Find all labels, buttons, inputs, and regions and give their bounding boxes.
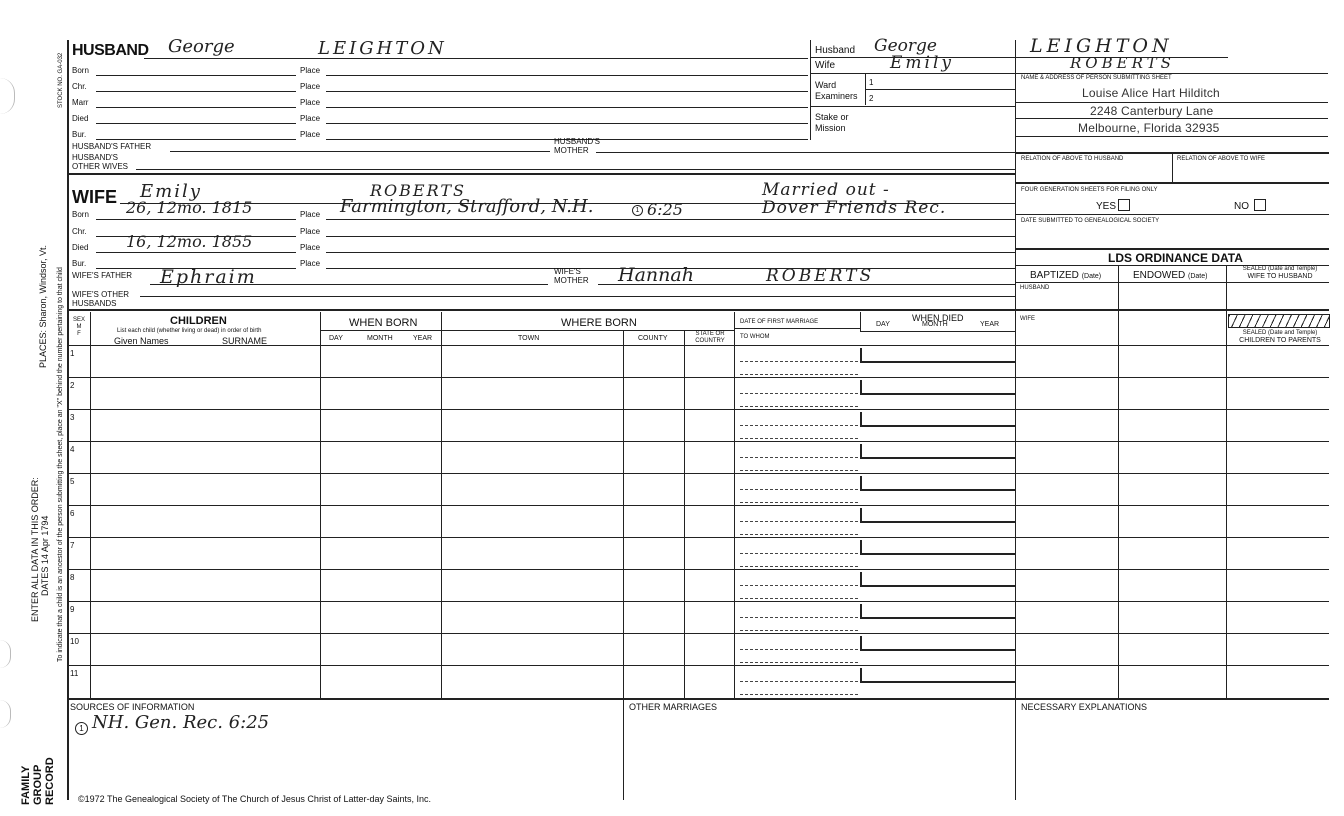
to-whom-line <box>740 374 858 375</box>
line <box>326 75 808 76</box>
sources-value: NH. Gen. Rec. 6:25 <box>92 712 270 733</box>
box-ward-label-2: Examiners <box>815 91 858 101</box>
line <box>96 139 296 140</box>
to-whom-line <box>740 662 858 663</box>
to-whom-line <box>740 406 858 407</box>
wife-born-ref: 6:25 <box>647 200 683 219</box>
yes-checkbox[interactable] <box>1118 199 1130 211</box>
lds-sealed-wife-2: WIFE TO HUSBAND <box>1247 273 1313 280</box>
row-divider <box>67 569 1016 570</box>
wife-mother-label <box>554 267 589 285</box>
line <box>96 75 296 76</box>
line <box>326 123 808 124</box>
lds-sealed-wife-1: SEALED (Date and Temple) <box>1242 266 1318 272</box>
line <box>860 331 1016 332</box>
death-date-box <box>860 540 1016 555</box>
line <box>150 284 548 285</box>
row-divider-lds <box>1016 665 1329 666</box>
row-divider <box>67 505 1016 506</box>
row-divider-lds <box>1016 569 1329 570</box>
section-divider <box>67 173 1016 175</box>
row-divider <box>67 601 1016 602</box>
line <box>623 698 624 800</box>
wife-died-date: 16, 12mo. 1855 <box>126 232 253 251</box>
row-number: 11 <box>70 669 79 678</box>
wife-other-husbands-label <box>72 290 129 308</box>
row-divider <box>67 377 1016 378</box>
row-number: 9 <box>70 605 75 614</box>
row-divider <box>67 473 1016 474</box>
row-number: 4 <box>70 445 75 454</box>
lds-sealed-wife-label <box>1231 266 1329 280</box>
to-whom-line <box>740 598 858 599</box>
line <box>810 73 1016 74</box>
explanations-label: NECESSARY EXPLANATIONS <box>1021 702 1148 712</box>
husband-marr-label: Marr <box>72 98 89 107</box>
wife-other-husbands-label-1: WIFE'S OTHER <box>72 290 130 299</box>
line <box>596 152 1016 153</box>
row-number: 1 <box>70 349 75 358</box>
lds-column-line <box>1226 345 1227 698</box>
sources-label: SOURCES OF INFORMATION <box>70 702 195 712</box>
born-month-header: MONTH <box>367 335 393 342</box>
line <box>326 252 1016 253</box>
county-header: COUNTY <box>638 335 668 342</box>
binder-hole-middle <box>0 640 11 668</box>
wife-chr-label: Chr. <box>72 227 87 236</box>
wife-father-label: WIFE'S FATHER <box>72 271 133 280</box>
line <box>96 123 296 124</box>
lds-title: LDS ORDINANCE DATA <box>1108 251 1243 265</box>
wife-surname: ROBERTS <box>370 181 466 200</box>
death-date-box <box>860 572 1016 587</box>
box-ward-num-2: 2 <box>869 94 874 103</box>
row-number: 7 <box>70 541 75 550</box>
wife-marriage-note: Married out - <box>762 180 890 200</box>
wife-given-name: Emily <box>140 181 202 202</box>
row-number: 6 <box>70 509 75 518</box>
other-marriages-label: OTHER MARRIAGES <box>629 702 718 712</box>
surname-header: SURNAME <box>222 336 268 346</box>
lds-column-line <box>1118 345 1119 698</box>
row-divider-lds <box>1016 377 1329 378</box>
line <box>326 219 1016 220</box>
box-wife-surname: ROBERTS <box>1070 54 1175 72</box>
table-header-bottom <box>67 345 1329 346</box>
died-day-header: DAY <box>876 321 890 328</box>
lds-baptized-text: BAPTIZED <box>1030 270 1079 281</box>
marriage-date-line <box>740 521 858 522</box>
lds-sealed-children-2: CHILDREN TO PARENTS <box>1239 337 1321 344</box>
box-ward-label <box>815 80 858 102</box>
where-born-header: WHERE BORN <box>561 317 637 329</box>
row-number: 8 <box>70 573 75 582</box>
row-divider <box>67 633 1016 634</box>
box-ward-label-1: Ward <box>815 80 837 90</box>
lds-endowed-text: ENDOWED <box>1133 270 1186 281</box>
died-month-header: MONTH <box>922 321 948 328</box>
to-whom-line <box>740 438 858 439</box>
form-title <box>20 757 56 805</box>
line <box>1016 248 1329 250</box>
wife-died-label: Died <box>72 243 89 252</box>
copyright: ©1972 The Genealogical Society of The Church of Jesus Christ of Latter-day Saints, Inc. <box>78 794 431 804</box>
line <box>684 330 685 698</box>
line <box>1016 73 1328 74</box>
box-wife-label: Wife <box>815 60 835 71</box>
line <box>96 91 296 92</box>
line <box>865 89 1016 90</box>
section-divider <box>67 309 1329 311</box>
row-divider-lds <box>1016 409 1329 410</box>
husband-mother-label-1: HUSBAND'S <box>554 137 600 146</box>
husband-marr-place-label: Place <box>300 98 321 107</box>
box-husband-given: George <box>874 36 937 56</box>
wife-born-ref-mark: 1 <box>632 205 643 216</box>
row-divider-lds <box>1016 537 1329 538</box>
given-names-header: Given Names <box>114 336 169 346</box>
line <box>326 91 808 92</box>
death-date-box <box>860 348 1016 363</box>
box-wife-given: Emily <box>890 53 955 73</box>
marriage-date-line <box>740 649 858 650</box>
submitter-line-2: 2248 Canterbury Lane <box>1090 104 1214 118</box>
to-whom-line <box>740 502 858 503</box>
submitter-label: NAME & ADDRESS OF PERSON SUBMITTING SHEET <box>1021 75 1172 81</box>
sources-ref-mark: 1 <box>75 722 88 735</box>
row-divider-lds <box>1016 601 1329 602</box>
wife-born-place-label: Place <box>300 210 321 219</box>
death-date-box <box>860 380 1016 395</box>
children-note: List each child (whether living or dead) in order of birth <box>117 328 262 334</box>
ancestor-instruction: To indicate that a child is an ancestor of the person submitting the sheet, place an "X" behind the number pertaining to that child <box>57 267 64 662</box>
relation-husband-label: RELATION OF ABOVE TO HUSBAND <box>1021 156 1124 162</box>
sealed-hatched-cell <box>1228 314 1330 328</box>
children-header: CHILDREN <box>170 315 227 327</box>
sex-m: M <box>76 324 82 330</box>
to-whom-line <box>740 566 858 567</box>
line <box>140 296 1016 297</box>
husband-born-place-label: Place <box>300 66 321 75</box>
when-born-header: WHEN BORN <box>349 317 418 329</box>
state-header <box>686 331 734 345</box>
line <box>1226 265 1227 345</box>
lds-wife-label: WIFE <box>1020 316 1035 322</box>
marriage-date-line <box>740 425 858 426</box>
sex-header <box>70 317 88 338</box>
husband-mother-label <box>554 137 600 155</box>
husband-bur-place-label: Place <box>300 130 321 139</box>
wife-bur-place-label: Place <box>300 259 321 268</box>
husband-born-label: Born <box>72 66 89 75</box>
line <box>1016 214 1329 215</box>
marriage-date-line <box>740 617 858 618</box>
husband-died-label: Died <box>72 114 89 123</box>
death-date-box <box>860 636 1016 651</box>
places-note: PLACES: Sharon, Windsor, Vt. <box>38 244 48 368</box>
row-divider-lds <box>1016 633 1329 634</box>
lds-husband-label: HUSBAND <box>1020 285 1050 291</box>
death-date-box <box>860 508 1016 523</box>
to-whom-line <box>740 470 858 471</box>
wife-father-name: Ephraim <box>160 266 257 288</box>
wife-died-place-label: Place <box>300 243 321 252</box>
death-date-box <box>860 412 1016 427</box>
row-divider-lds <box>1016 473 1329 474</box>
marriage-date-line <box>740 489 858 490</box>
lds-baptized-date: (Date) <box>1081 273 1102 280</box>
died-year-header: YEAR <box>980 321 1000 328</box>
line <box>136 169 1016 170</box>
line <box>1016 136 1328 137</box>
husband-name-line <box>144 58 808 59</box>
line <box>326 107 808 108</box>
when-died-header: WHEN DIED <box>912 313 964 323</box>
row-divider <box>67 537 1016 538</box>
form-title-3: RECORD <box>44 757 56 805</box>
husband-label: HUSBAND <box>72 42 149 59</box>
wife-born-date: 26, 12mo. 1815 <box>126 198 253 217</box>
husband-father-label: HUSBAND'S FATHER <box>72 142 152 151</box>
line <box>326 236 1016 237</box>
row-number: 5 <box>70 477 75 486</box>
husband-given-name: George <box>168 36 235 57</box>
line <box>810 40 811 140</box>
state-header-2: COUNTRY <box>695 338 725 344</box>
wife-born-place-note: Dover Friends Rec. <box>762 198 947 218</box>
line <box>1016 282 1329 283</box>
line <box>96 107 296 108</box>
state-header-1: STATE OR <box>695 331 725 337</box>
born-year-header: YEAR <box>413 335 433 342</box>
line <box>170 151 550 152</box>
to-whom-line <box>740 534 858 535</box>
box-stake-label <box>815 112 849 134</box>
line <box>810 106 1016 107</box>
submitter-line-1: Louise Alice Hart Hilditch <box>1082 86 1220 100</box>
town-header: TOWN <box>518 335 540 342</box>
dates-note: DATES 14 Apr 1794 <box>40 515 50 596</box>
binder-hole-top <box>0 78 15 114</box>
marriage-date-line <box>740 553 858 554</box>
sex-f: F <box>77 331 81 337</box>
row-divider <box>67 665 1016 666</box>
husband-surname: LEIGHTON <box>318 38 447 59</box>
stock-number: STOCK NO. GA-032 <box>58 52 64 108</box>
marriage-date-line <box>740 457 858 458</box>
to-whom-line <box>740 694 858 695</box>
no-label: NO <box>1234 201 1249 212</box>
no-checkbox[interactable] <box>1254 199 1266 211</box>
form-title-2: GROUP <box>32 764 44 805</box>
husband-chr-label: Chr. <box>72 82 87 91</box>
box-husband-surname: LEIGHTON <box>1030 35 1173 57</box>
husband-died-place-label: Place <box>300 114 321 123</box>
row-divider-lds <box>1016 505 1329 506</box>
marriage-date-line <box>740 585 858 586</box>
wife-bur-label: Bur. <box>72 259 87 268</box>
sex-label: SEX <box>72 317 85 323</box>
death-date-box <box>860 476 1016 491</box>
line <box>1016 118 1328 119</box>
enter-all-data: ENTER ALL DATA IN THIS ORDER: <box>30 477 40 622</box>
lds-baptized-label <box>1030 270 1101 282</box>
row-number: 2 <box>70 381 75 390</box>
row-divider-lds <box>1016 441 1329 442</box>
wife-mother-surname: ROBERTS <box>766 266 875 286</box>
line <box>860 312 861 332</box>
line <box>96 219 296 220</box>
wife-born-place: Farmington, Strafford, N.H. <box>340 196 594 217</box>
to-whom-header: TO WHOM <box>740 334 770 340</box>
husband-other-wives-label <box>72 153 128 171</box>
yes-label: YES <box>1096 201 1117 212</box>
relation-wife-label: RELATION OF ABOVE TO WIFE <box>1177 156 1266 162</box>
husband-mother-label-2: MOTHER <box>554 146 589 155</box>
line <box>1016 182 1329 184</box>
first-marriage-header: DATE OF FIRST MARRIAGE <box>740 319 819 325</box>
row-number: 10 <box>70 637 79 646</box>
four-gen-label: FOUR GENERATION SHEETS FOR FILING ONLY <box>1021 187 1158 193</box>
date-submitted-label: DATE SUBMITTED TO GENEALOGICAL SOCIETY <box>1021 218 1160 224</box>
line <box>623 330 624 698</box>
wife-born-label: Born <box>72 210 89 219</box>
line <box>320 330 442 331</box>
wife-mother-label-2: MOTHER <box>554 276 589 285</box>
death-date-box <box>860 444 1016 459</box>
left-border <box>67 40 69 800</box>
line <box>1172 152 1173 182</box>
wife-mother-given: Hannah <box>618 264 694 286</box>
marriage-date-line <box>740 393 858 394</box>
form-title-1: FAMILY <box>20 765 32 805</box>
wife-label: WIFE <box>72 187 117 207</box>
wife-other-husbands-label-2: HUSBANDS <box>72 299 117 308</box>
box-ward-num-1: 1 <box>869 78 874 87</box>
line <box>1118 265 1119 345</box>
born-day-header: DAY <box>329 335 343 342</box>
lds-sealed-children-label <box>1231 330 1329 344</box>
lds-endowed-label <box>1133 270 1207 282</box>
line <box>96 252 296 253</box>
lds-endowed-date: (Date) <box>1188 273 1208 280</box>
lds-sealed-children-1: SEALED (Date and Temple) <box>1242 330 1318 336</box>
box-stake-label-1: Stake or <box>815 112 849 122</box>
row-divider <box>67 441 1016 442</box>
box-stake-label-2: Mission <box>815 123 846 133</box>
wife-mother-label-1: WIFE'S <box>554 267 581 276</box>
marriage-date-line <box>740 361 858 362</box>
death-date-box <box>860 668 1016 683</box>
husband-bur-label: Bur. <box>72 130 87 139</box>
husband-other-wives-label-1: HUSBAND'S <box>72 153 118 162</box>
husband-chr-place-label: Place <box>300 82 321 91</box>
husband-other-wives-label-2: OTHER WIVES <box>72 162 129 171</box>
submitter-line-3: Melbourne, Florida 32935 <box>1078 121 1220 135</box>
line <box>598 284 1016 285</box>
row-number: 3 <box>70 413 75 422</box>
footer-divider <box>67 698 1329 700</box>
death-date-box <box>860 604 1016 619</box>
row-divider <box>67 409 1016 410</box>
marriage-date-line <box>740 681 858 682</box>
line <box>734 328 860 329</box>
wife-chr-place-label: Place <box>300 227 321 236</box>
box-husband-label: Husband <box>815 45 856 56</box>
line <box>1016 102 1328 103</box>
binder-hole-bottom <box>0 700 11 728</box>
to-whom-line <box>740 630 858 631</box>
